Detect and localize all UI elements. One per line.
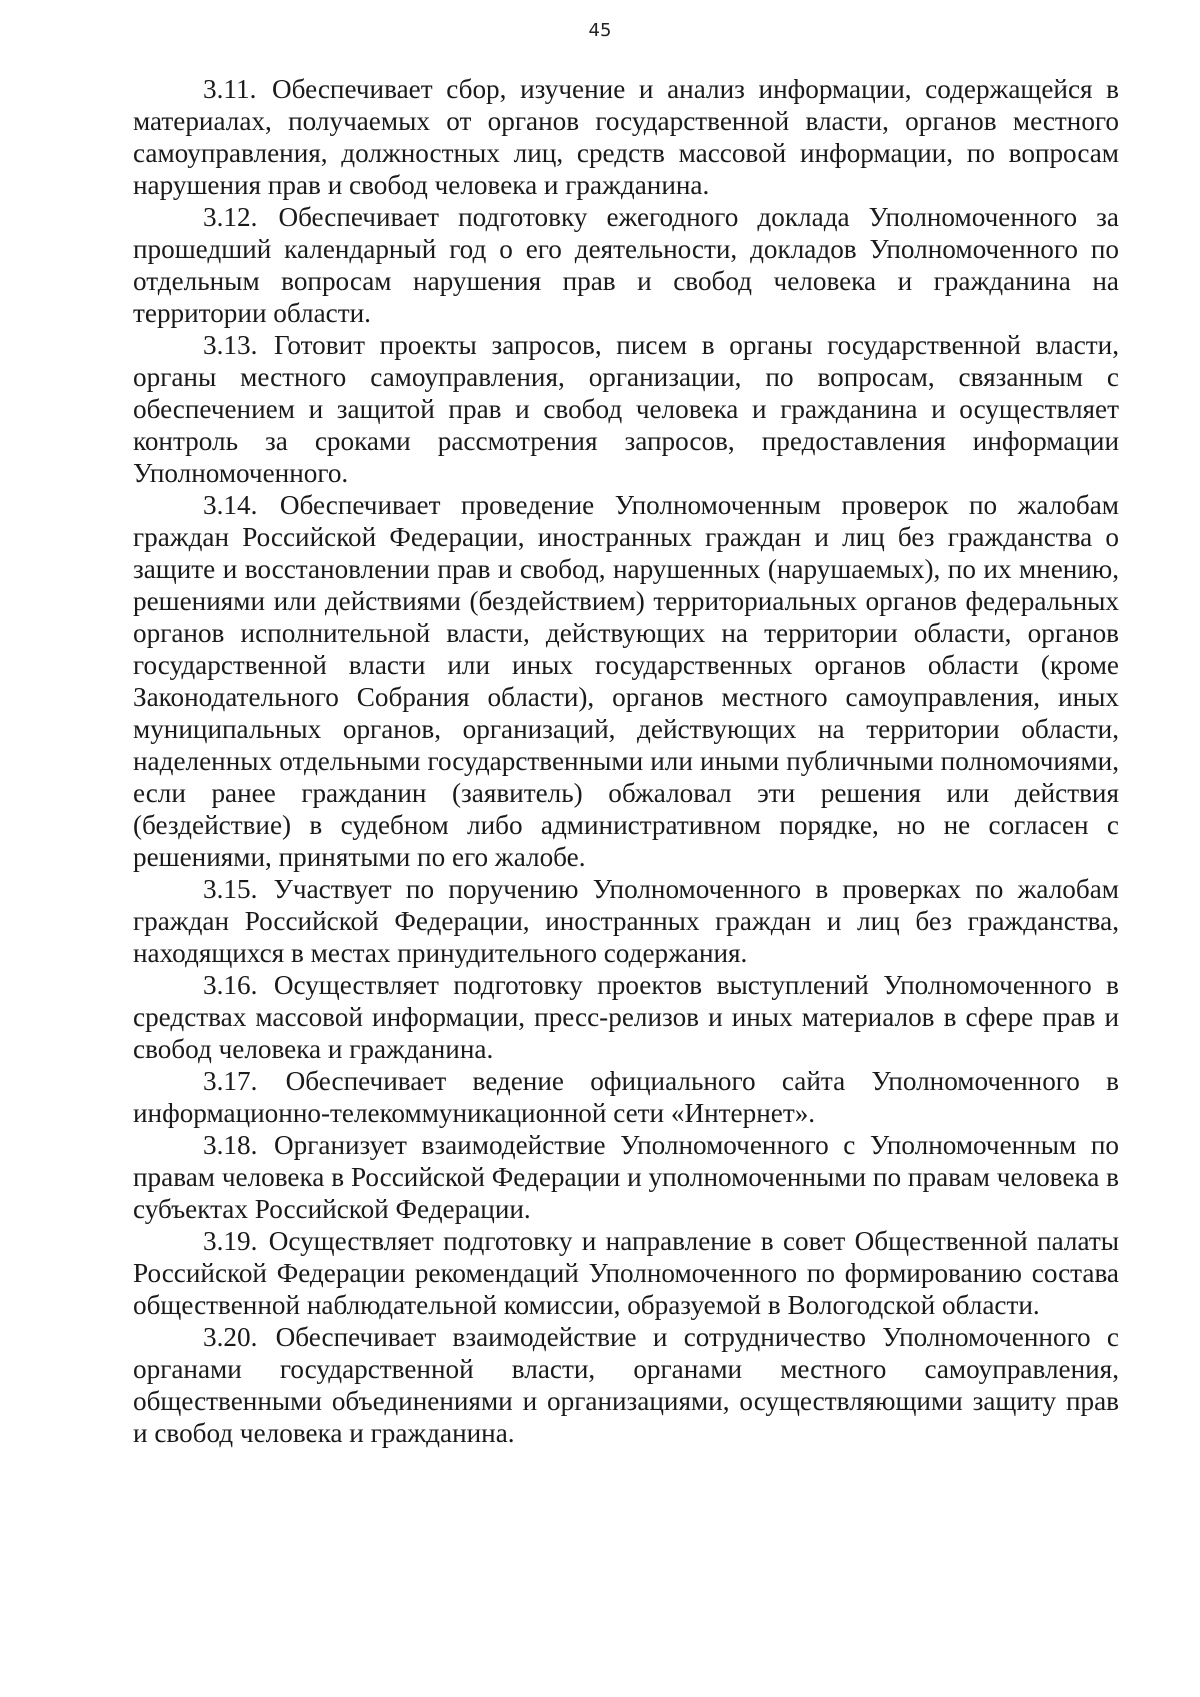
paragraph-number: 3.20. [203,1322,258,1352]
paragraph-number: 3.14. [203,490,258,520]
paragraph-number: 3.15. [203,874,258,904]
paragraph-number: 3.13. [203,330,258,360]
paragraph-text: Обеспечивает взаимодействие и сотрудничество Уполномоченного с органами государственной власти, органами местного самоуправления, общественными объединениями и организациями, осуществляющими защиту прав и свобод человека и гражданина. [133,1322,1120,1448]
page-number: 45 [588,20,612,41]
paragraph-3-11 [133,73,1119,201]
paragraph-text: Готовит проекты запросов, писем в органы государственной власти, органы местного самоуправления, организации, по вопросам, связанным с обеспечением и защитой прав и свобод человека и гражданина и осуществляет контроль за сроками рассмотрения запросов, предоставления информации Уполномоченного. [133,330,1119,488]
paragraph-text: Осуществляет подготовку проектов выступлений Уполномоченного в средствах массовой информации, пресс-релизов и иных материалов в сфере прав и свобод человека и гражданина. [133,970,1119,1064]
paragraph-number: 3.12. [203,202,258,232]
paragraph-number: 3.11. [203,74,257,104]
paragraph-text: Осуществляет подготовку и направление в совет Общественной палаты Российской Федерации рекомендаций Уполномоченного по формированию состава общественной наблюдательной комиссии, образуемой в Вологодской области. [133,1226,1119,1320]
paragraph-text: Организует взаимодействие Уполномоченного с Уполномоченным по правам человека в Российской Федерации и уполномоченными по правам человека в субъектах Российской Федерации. [133,1130,1120,1224]
paragraph-3-19 [133,1225,1119,1321]
paragraph-text: Обеспечивает проведение Уполномоченным проверок по жалобам граждан Российской Федерации, иностранных граждан и лиц без гражданства о защите и восстановлении прав и свобод, нарушенных (нарушаемых), по их мнению, решениями или действиями (бездействием) территориальных органов федеральных органов исполнительной власти, действующих на территории области, органов государственной власти или иных государственных органов области (кроме Законодательного Собрания области), органов местного самоуправления, иных муниципальных органов, организаций, действующих на территории области, наделенных отдельными государственными или иными публичными полномочиями, если ранее гражданин (заявитель) обжаловал эти решения или действия (бездействие) в судебном либо административном порядке, но не согласен с решениями, принятыми по его жалобе. [133,490,1120,872]
document-body [133,73,1119,1449]
paragraph-3-13 [133,329,1119,489]
paragraph-3-16 [133,969,1119,1065]
paragraph-number: 3.17. [203,1066,258,1096]
paragraph-text: Обеспечивает сбор, изучение и анализ информации, содержащейся в материалах, получаемых от органов государственной власти, органов местного самоуправления, должностных лиц, средств массовой информации, по вопросам нарушения прав и свобод человека и гражданина. [133,74,1120,200]
paragraph-number: 3.19. [203,1226,258,1256]
paragraph-number: 3.18. [203,1130,258,1160]
paragraph-3-20 [133,1321,1119,1449]
paragraph-3-18 [133,1129,1119,1225]
paragraph-text: Обеспечивает ведение официального сайта Уполномоченного в информационно-телекоммуникационной сети «Интернет». [133,1066,1119,1128]
paragraph-3-12 [133,201,1119,329]
paragraph-3-15 [133,873,1119,969]
paragraph-3-17 [133,1065,1119,1129]
paragraph-text: Обеспечивает подготовку ежегодного доклада Уполномоченного за прошедший календарный год о его деятельности, докладов Уполномоченного по отдельным вопросам нарушения прав и свобод человека и гражданина на территории области. [133,202,1119,328]
paragraph-3-14 [133,489,1119,873]
paragraph-number: 3.16. [203,970,258,1000]
paragraph-text: Участвует по поручению Уполномоченного в проверках по жалобам граждан Российской Федерации, иностранных граждан и лиц без гражданства, находящихся в местах принудительного содержания. [133,874,1119,968]
